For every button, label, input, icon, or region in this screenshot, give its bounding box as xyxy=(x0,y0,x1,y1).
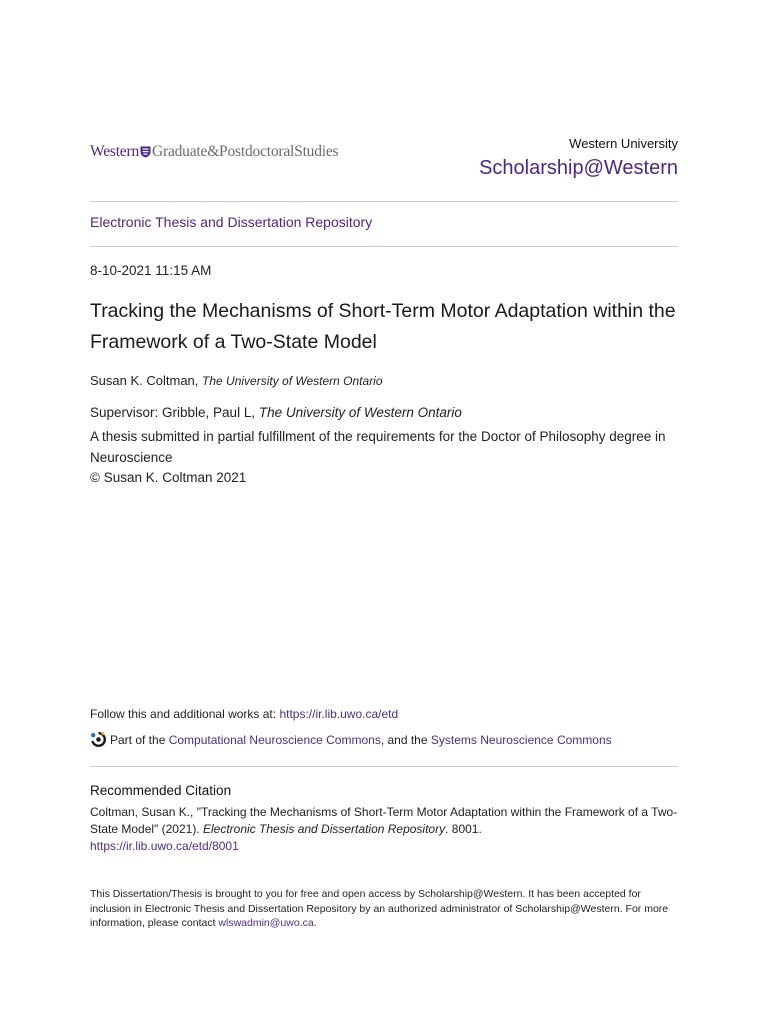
citation-body xyxy=(90,804,678,855)
divider-top xyxy=(90,201,678,202)
scholarship-western-link[interactable]: Scholarship@Western xyxy=(479,157,678,179)
citation-link[interactable]: https://ir.lib.uwo.ca/etd/8001 xyxy=(90,839,239,853)
supervisor-affiliation: The University of Western Ontario xyxy=(258,405,462,420)
western-gps-logo[interactable] xyxy=(90,143,338,161)
supervisor-line xyxy=(90,405,462,420)
footer-text: This Dissertation/Thesis is brought to you for free and open access by Scholarship@Western. It has been accepted for inclusion in Electronic Thesis and Dissertation Repository by an authorized administrator of Scholarship@Western. For more information, please contact xyxy=(90,888,669,929)
follow-link[interactable]: https://ir.lib.uwo.ca/etd xyxy=(279,707,399,721)
publication-date: 8-10-2021 11:15 AM xyxy=(90,263,212,278)
thesis-statement: A thesis submitted in partial fulfillment of the requirements for the Doctor of Philosophy degree in Neuroscience xyxy=(90,429,666,465)
supervisor-label: Supervisor: Gribble, Paul L, xyxy=(90,405,256,420)
copyright: © Susan K. Coltman 2021 xyxy=(90,470,247,485)
western-crest-icon xyxy=(140,146,151,158)
citation-number: . 8001. xyxy=(445,822,482,836)
part-of-middle: , and the xyxy=(380,732,428,747)
contact-email-link[interactable]: wlswadmin@uwo.ca xyxy=(218,917,314,929)
repository-link[interactable]: Electronic Thesis and Dissertation Repository xyxy=(90,214,373,230)
part-of-prefix: Part of the xyxy=(110,732,166,747)
logo-gps-text: Graduate&PostdoctoralStudies xyxy=(152,143,339,160)
footer-end: . xyxy=(313,917,317,929)
citation-heading: Recommended Citation xyxy=(90,783,232,798)
logo-western-text: Western xyxy=(90,143,139,160)
citation-text: Coltman, Susan K., "Tracking the Mechanisms of Short-Term Motor Adaptation within the Framework of a Two-State Model" (2021). xyxy=(90,805,678,836)
divider-citation xyxy=(90,766,678,767)
bepress-network-icon xyxy=(90,731,107,748)
author-affiliation: The University of Western Ontario xyxy=(202,374,383,388)
footer-note xyxy=(90,887,678,931)
citation-journal: Electronic Thesis and Dissertation Repository xyxy=(203,822,446,836)
cover-page xyxy=(90,0,678,1024)
author-line xyxy=(90,373,383,388)
university-name: Western University xyxy=(569,136,678,151)
part-of-line xyxy=(90,731,612,748)
computational-neuroscience-link[interactable]: Computational Neuroscience Commons xyxy=(168,732,381,747)
systems-neuroscience-link[interactable]: Systems Neuroscience Commons xyxy=(430,732,612,747)
thesis-title: Tracking the Mechanisms of Short-Term Motor Adaptation within the Framework of a Two-State Model xyxy=(90,300,676,353)
author-name: Susan K. Coltman, xyxy=(90,373,199,388)
divider-repo xyxy=(90,246,678,247)
follow-line xyxy=(90,707,398,721)
header xyxy=(90,136,678,186)
follow-text: Follow this and additional works at: xyxy=(90,707,277,721)
